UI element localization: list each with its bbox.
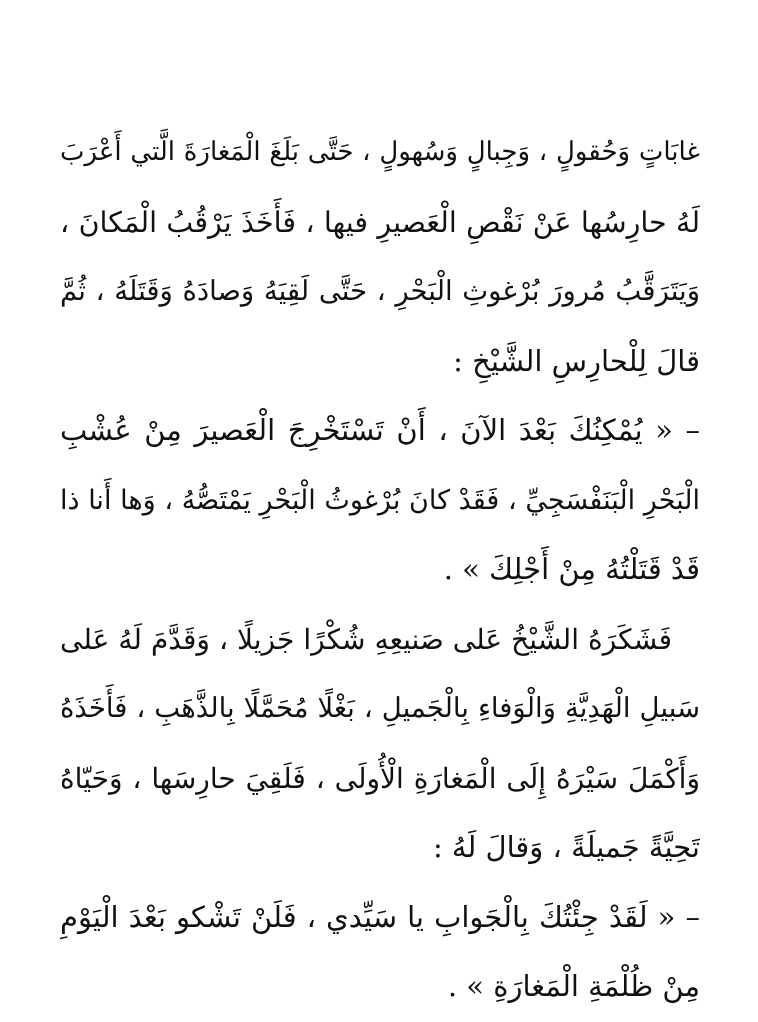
dialogue-line: – « يُمْكِنُكَ بَعْدَ الآنَ ، أَنْ تَسْتَخْرِجَ الْعَصيرَ مِنْ عُشْبِ <box>60 413 700 447</box>
text-line: تَحِيَّةً جَميلَةً ، وَقالَ لَهُ : <box>432 830 700 864</box>
text-line: فَشَكَرَهُ الشَّيْخُ عَلى صَنيعِهِ شُكْرًا جَزيلًا ، وَقَدَّمَ لَهُ عَلى <box>60 622 672 656</box>
text-line: وَأَكْمَلَ سَيْرَهُ إِلَى الْمَغارَةِ الْأُولَى ، فَلَقِيَ حارِسَها ، وَحَيّاهُ <box>60 761 700 795</box>
text-line: غابَاتٍ وَحُقولٍ ، وَجِبالٍ وَسُهولٍ ، حَتَّى بَلَغَ الْمَغارَةَ الَّتي أَعْرَبَ <box>60 137 700 167</box>
dialogue-line: – « لَقَدْ جِئْتُكَ بِالْجَوابِ يا سَيِّدي ، فَلَنْ تَشْكو بَعْدَ الْيَوْمِ <box>60 899 700 934</box>
text-line: قالَ لِلْحارِسِ الشَّيْخِ : <box>453 343 700 378</box>
text-line: سَبيلِ الْهَدِيَّةِ وَالْوَفاءِ بِالْجَميلِ ، بَغْلًا مُحَمَّلًا بِالذَّهَبِ ، فَأَخَذَهُ <box>60 692 700 724</box>
dialogue-line: الْبَحْرِ الْبَنَفْسَجِيِّ ، فَقَدْ كانَ بُرْغوثُ الْبَحْرِ يَمْتَصُّهُ ، وَها أَنا ذا <box>60 484 700 516</box>
text-line: لَهُ حارِسُها عَنْ نَقْصِ الْعَصيرِ فيها ، فَأَخَذَ يَرْقُبُ الْمَكانَ ، <box>60 205 700 239</box>
dialogue-line: مِنْ ظُلْمَةِ الْمَغارَةِ » . <box>447 969 700 1003</box>
story-text <box>60 118 700 1022</box>
text-line: وَيَتَرَقَّبُ مُرورَ بُرْغوثِ الْبَحْرِ ، حَتَّى لَقِيَهُ وَصادَهُ وَقَتَلَهُ ، ثُمَّ <box>60 275 700 307</box>
dialogue-line: قَدْ قَتَلْتُهُ مِنْ أَجْلِكَ » . <box>443 552 700 586</box>
